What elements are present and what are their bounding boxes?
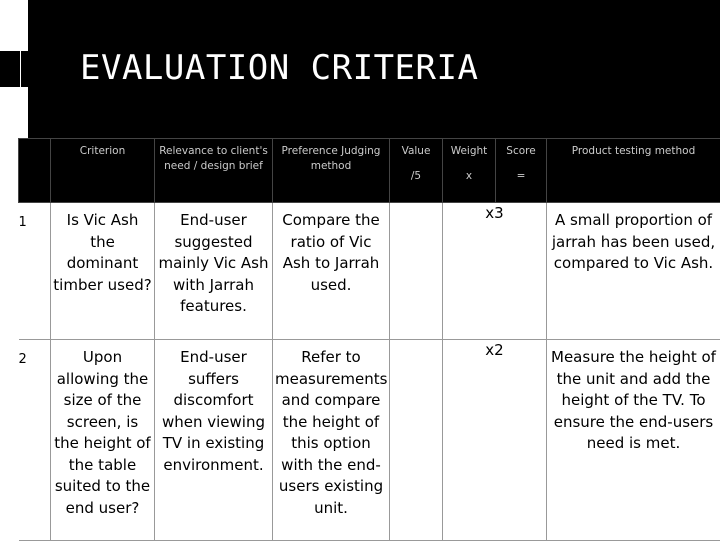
row-criterion: Upon allowing the size of the screen, is the height of the table suited to the end user? bbox=[51, 340, 155, 541]
header-criterion: Criterion bbox=[51, 139, 155, 203]
row-value bbox=[390, 340, 443, 541]
table-row bbox=[19, 340, 720, 541]
row-value bbox=[390, 203, 443, 340]
page-title: EVALUATION CRITERIA bbox=[80, 48, 478, 88]
row-number: 2 bbox=[19, 340, 51, 541]
criteria-table bbox=[18, 138, 720, 541]
table-row bbox=[19, 203, 720, 340]
header-weight bbox=[443, 139, 496, 203]
row-weight: x3 bbox=[443, 203, 547, 340]
row-relevance: End-user suggested mainly Vic Ash with Jarrah features. bbox=[155, 203, 273, 340]
header-value-sub: /5 bbox=[390, 169, 442, 184]
header-row bbox=[19, 139, 720, 203]
header-score-label: Score bbox=[506, 145, 535, 157]
row-preference: Compare the ratio of Vic Ash to Jarrah used. bbox=[273, 203, 390, 340]
header-preference: Preference Judging method bbox=[273, 139, 390, 203]
row-relevance: End-user suffers discomfort when viewing TV in existing environment. bbox=[155, 340, 273, 541]
header-number bbox=[19, 139, 51, 203]
header-weight-label: Weight bbox=[451, 145, 488, 157]
header-value-label: Value bbox=[402, 145, 431, 157]
header-weight-sub: x bbox=[443, 169, 495, 184]
row-criterion: Is Vic Ash the dominant timber used? bbox=[51, 203, 155, 340]
header-relevance: Relevance to client's need / design brief bbox=[155, 139, 273, 203]
header-value bbox=[390, 139, 443, 203]
row-weight: x2 bbox=[443, 340, 547, 541]
row-number: 1 bbox=[19, 203, 51, 340]
header-product: Product testing method bbox=[547, 139, 720, 203]
header-score bbox=[496, 139, 547, 203]
header-score-sub: = bbox=[496, 169, 546, 184]
decorative-block bbox=[0, 51, 20, 87]
row-preference: Refer to measurements and compare the height of this option with the end-users existing unit. bbox=[273, 340, 390, 541]
row-product: A small proportion of jarrah has been used, compared to Vic Ash. bbox=[547, 203, 720, 340]
row-product: Measure the height of the unit and add the height of the TV. To ensure the end-users need is met. bbox=[547, 340, 720, 541]
decorative-stripe bbox=[21, 51, 28, 87]
